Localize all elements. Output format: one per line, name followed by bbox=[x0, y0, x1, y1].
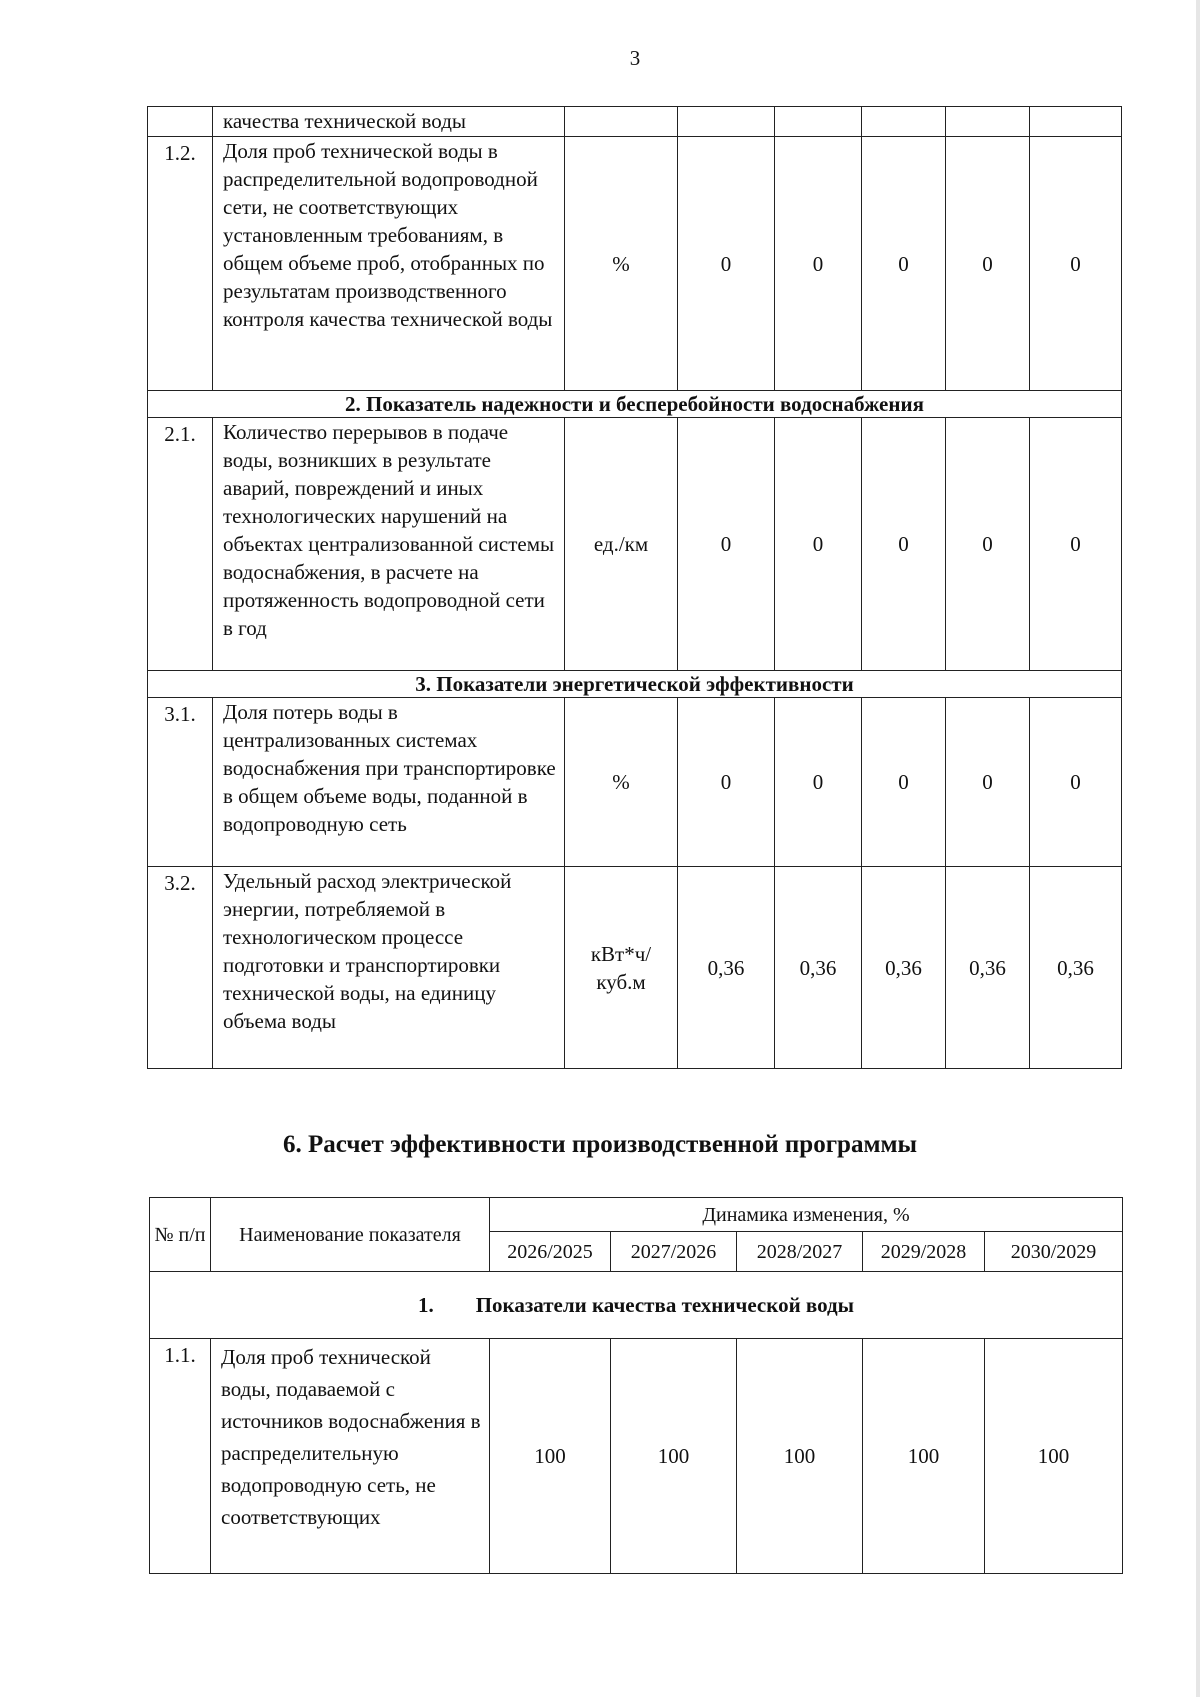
table-row bbox=[148, 418, 1122, 671]
value-cell: 0 bbox=[1030, 418, 1122, 671]
value-cell: 0 bbox=[1030, 698, 1122, 867]
header-name: Наименование показателя bbox=[211, 1198, 490, 1272]
section-title: 6. Расчет эффективности производственной программы bbox=[282, 1131, 918, 1158]
indicator-name: Удельный расход электрической энергии, потребляемой в технологическом процессе подготовки и транспортировки технической воды, на единицу объема воды bbox=[213, 867, 565, 1069]
value-cell: 0 bbox=[946, 137, 1030, 391]
row-number bbox=[148, 107, 213, 137]
section-heading: 1. Показатели качества технической воды bbox=[150, 1272, 1123, 1339]
value-cell: 0 bbox=[946, 698, 1030, 867]
value-cell: 0 bbox=[1030, 137, 1122, 391]
indicator-name: Количество перерывов в подаче воды, возникших в результате аварий, повреждений и иных технологических нарушений на объектах централизованной системы водоснабжения, в расчете на протяженность водопроводной сети в год bbox=[213, 418, 565, 671]
year-header: 2029/2028 bbox=[863, 1232, 985, 1272]
table-row bbox=[148, 698, 1122, 867]
section-row bbox=[148, 671, 1122, 698]
unit-cell: % bbox=[565, 698, 678, 867]
value-cell: 0 bbox=[862, 418, 946, 671]
unit-cell: % bbox=[565, 137, 678, 391]
indicator-name: качества технической воды bbox=[213, 107, 565, 137]
unit-cell: кВт*ч/ куб.м bbox=[565, 867, 678, 1069]
indicators-table bbox=[147, 106, 1122, 1069]
row-number: 3.2. bbox=[148, 867, 213, 1069]
table-row bbox=[148, 137, 1122, 391]
year-header: 2026/2025 bbox=[490, 1232, 611, 1272]
header-num: № п/п bbox=[150, 1198, 211, 1272]
section-heading: 3. Показатели энергетической эффективности bbox=[148, 671, 1122, 698]
header-row bbox=[150, 1198, 1123, 1232]
value-cell: 0,36 bbox=[1030, 867, 1122, 1069]
value-cell: 100 bbox=[611, 1339, 737, 1574]
value-cell: 0 bbox=[775, 137, 862, 391]
row-number: 1.1. bbox=[150, 1339, 211, 1574]
value-cell: 100 bbox=[985, 1339, 1123, 1574]
value-cell: 0 bbox=[678, 418, 775, 671]
efficiency-table bbox=[149, 1197, 1123, 1574]
row-number: 3.1. bbox=[148, 698, 213, 867]
value-cell: 100 bbox=[737, 1339, 863, 1574]
section-row bbox=[150, 1272, 1123, 1339]
table-row bbox=[150, 1339, 1123, 1574]
table-row bbox=[148, 107, 1122, 137]
page-number: 3 bbox=[629, 46, 641, 70]
value-cell: 0,36 bbox=[946, 867, 1030, 1069]
header-dynamics: Динамика изменения, % bbox=[490, 1198, 1123, 1232]
value-cell: 0 bbox=[775, 418, 862, 671]
section-row bbox=[148, 391, 1122, 418]
value-cell: 0 bbox=[946, 418, 1030, 671]
year-header: 2030/2029 bbox=[985, 1232, 1123, 1272]
value-cell: 0,36 bbox=[862, 867, 946, 1069]
indicator-name: Доля потерь воды в централизованных системах водоснабжения при транспортировке в общем объеме воды, поданной в водопроводную сеть bbox=[213, 698, 565, 867]
row-number: 1.2. bbox=[148, 137, 213, 391]
year-header: 2028/2027 bbox=[737, 1232, 863, 1272]
page-edge-shadow bbox=[1196, 0, 1200, 1697]
value-cell: 0 bbox=[678, 137, 775, 391]
section-heading: 2. Показатель надежности и бесперебойности водоснабжения bbox=[148, 391, 1122, 418]
value-cell: 0 bbox=[775, 698, 862, 867]
table-row bbox=[148, 867, 1122, 1069]
indicator-name: Доля проб технической воды, подаваемой с источников водоснабжения в распределительную водопроводную сеть, не соответствующих bbox=[211, 1339, 490, 1574]
indicator-name: Доля проб технической воды в распределительной водопроводной сети, не соответствующих установленным требованиям, в общем объеме проб, отобранных по результатам производственного контроля качества технической воды bbox=[213, 137, 565, 391]
value-cell: 0 bbox=[862, 137, 946, 391]
value-cell: 0,36 bbox=[678, 867, 775, 1069]
value-cell: 0,36 bbox=[775, 867, 862, 1069]
value-cell: 100 bbox=[863, 1339, 985, 1574]
value-cell: 0 bbox=[862, 698, 946, 867]
value-cell: 100 bbox=[490, 1339, 611, 1574]
value-cell: 0 bbox=[678, 698, 775, 867]
unit-cell: ед./км bbox=[565, 418, 678, 671]
row-number: 2.1. bbox=[148, 418, 213, 671]
year-header: 2027/2026 bbox=[611, 1232, 737, 1272]
